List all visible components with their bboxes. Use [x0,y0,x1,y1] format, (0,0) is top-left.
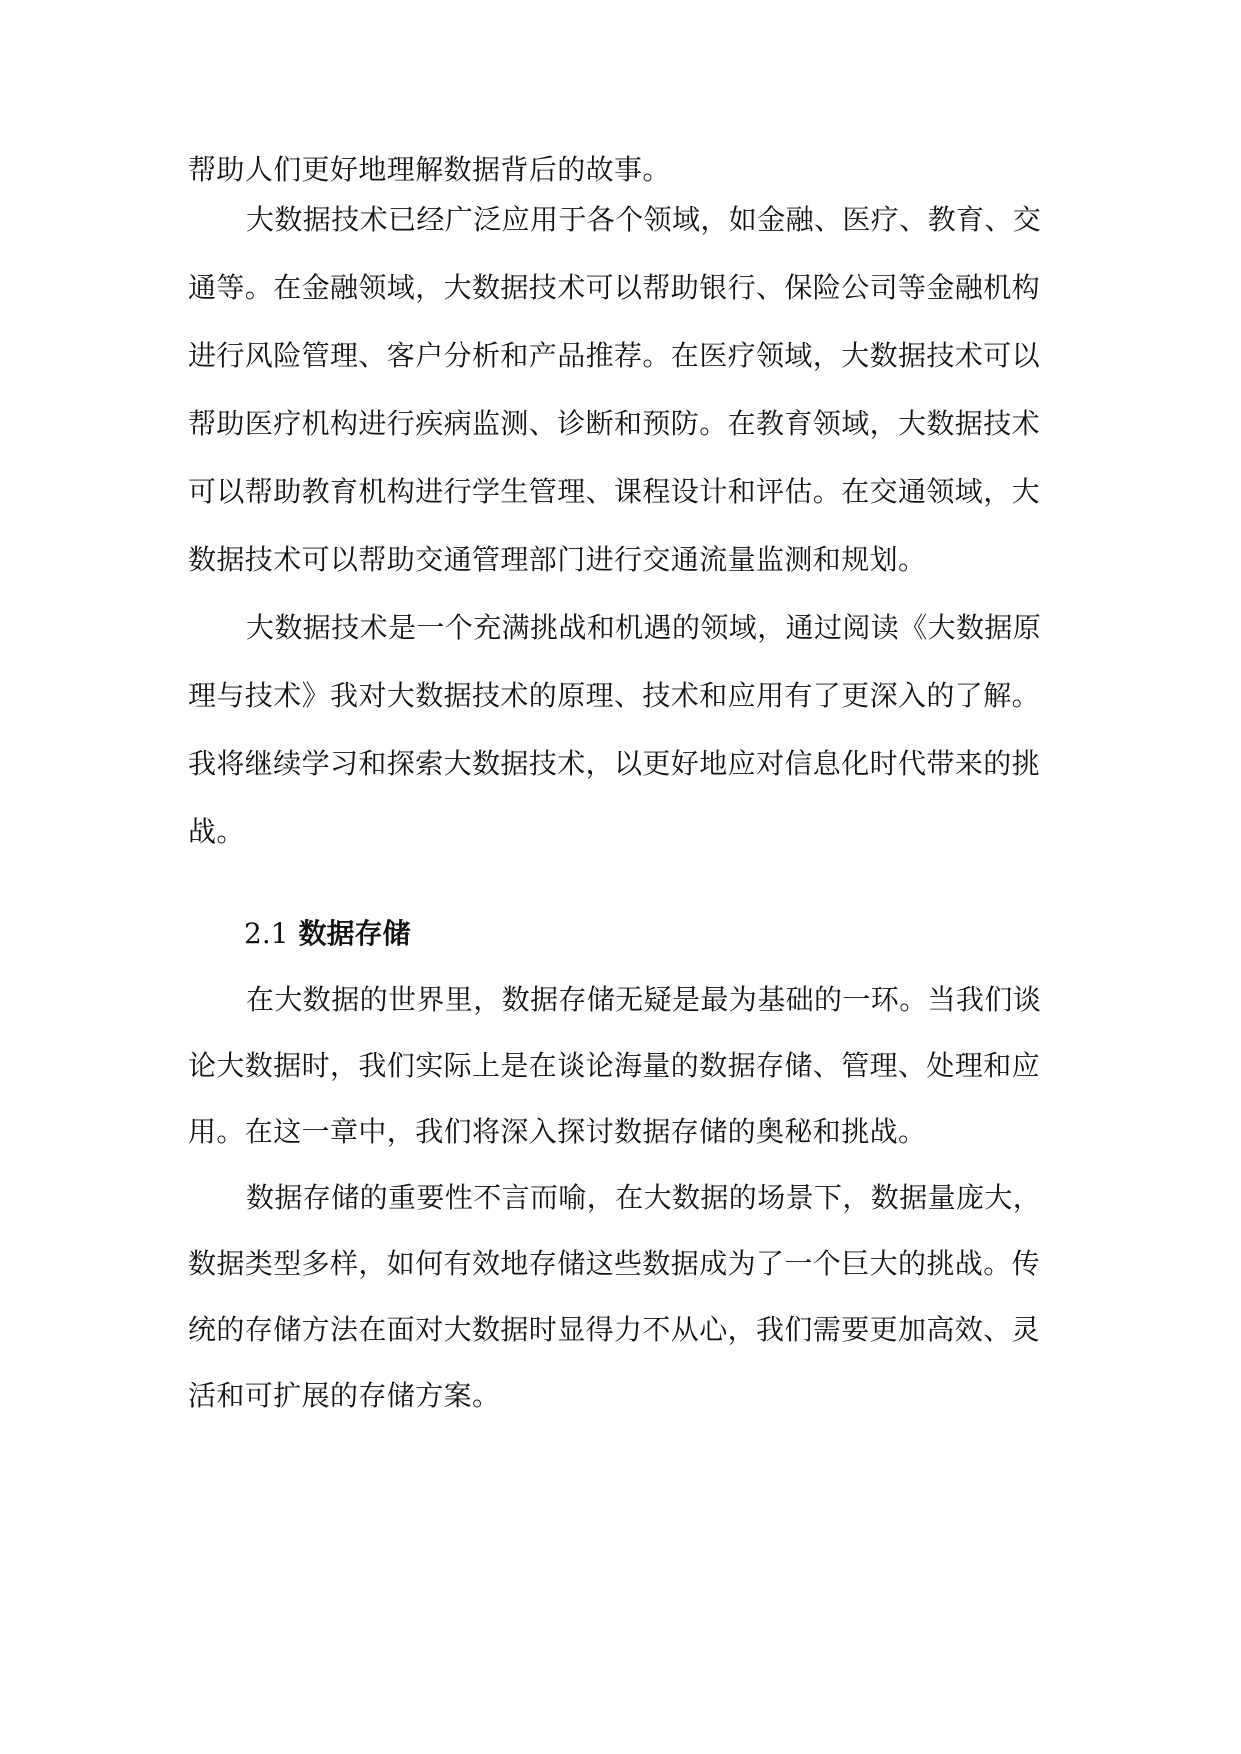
paragraph-line: 用。在这一章中，我们将深入探讨数据存储的奥秘和挑战。 [188,1115,927,1148]
paragraph-line: 数据存储的重要性不言而喻，在大数据的场景下，数据量庞大， [246,1181,1042,1214]
paragraph-line: 大数据技术已经广泛应用于各个领域，如金融、医疗、教育、交 [246,203,1042,236]
paragraph-line: 大数据技术是一个充满挑战和机遇的领域，通过阅读《大数据原 [246,611,1042,644]
paragraph-line: 通等。在金融领域，大数据技术可以帮助银行、保险公司等金融机构 [188,271,1041,304]
paragraph-line: 数据类型多样，如何有效地存储这些数据成为了一个巨大的挑战。传 [188,1247,1041,1280]
paragraph-line: 进行风险管理、客户分析和产品推荐。在医疗领域，大数据技术可以 [188,339,1041,372]
paragraph-line: 战。 [188,815,245,848]
section-number: 2.1 [244,917,289,950]
paragraph-line: 理与技术》我对大数据技术的原理、技术和应用有了更深入的了解。 [188,679,1041,712]
paragraph-line: 统的存储方法在面对大数据时显得力不从心，我们需要更加高效、灵 [188,1313,1041,1346]
paragraph-line: 我将继续学习和探索大数据技术，以更好地应对信息化时代带来的挑 [188,747,1041,780]
paragraph-line: 数据技术可以帮助交通管理部门进行交通流量监测和规划。 [188,543,927,576]
section-heading [244,914,411,954]
paragraph-line: 帮助医疗机构进行疾病监测、诊断和预防。在教育领域，大数据技术 [188,407,1041,440]
paragraph-line: 可以帮助教育机构进行学生管理、课程设计和评估。在交通领域，大 [188,475,1041,508]
paragraph-line: 论大数据时，我们实际上是在谈论海量的数据存储、管理、处理和应 [188,1049,1041,1082]
paragraph-line: 帮助人们更好地理解数据背后的故事。 [188,153,671,186]
paragraph-line: 活和可扩展的存储方案。 [188,1379,501,1412]
section-title: 数据存储 [298,917,411,950]
paragraph-line: 在大数据的世界里，数据存储无疑是最为基础的一环。当我们谈 [246,983,1042,1016]
